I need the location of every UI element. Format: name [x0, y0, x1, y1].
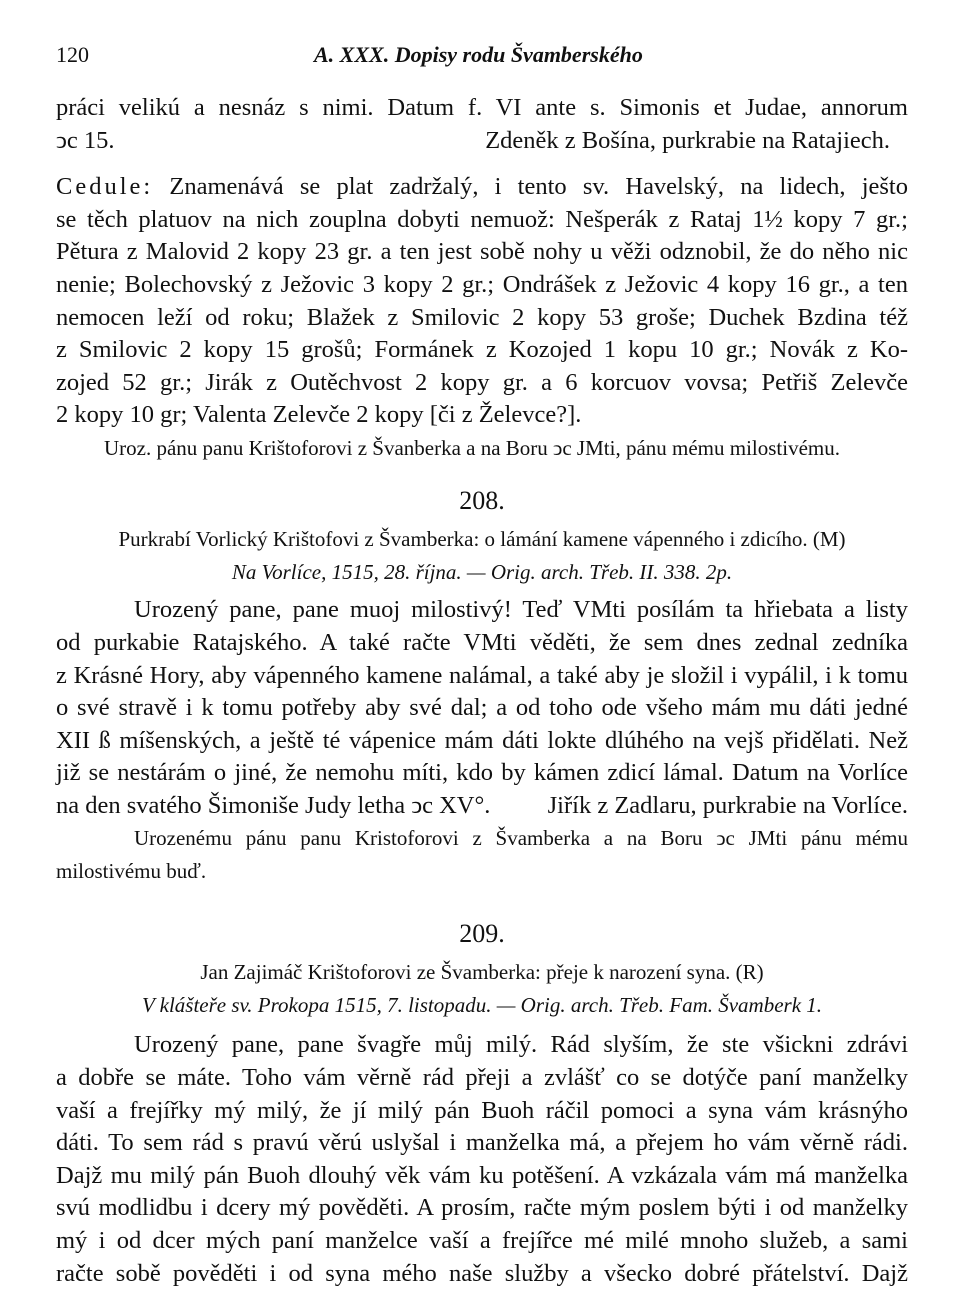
address-line: milostivému buď.	[56, 859, 207, 884]
document-source: Na Vorlíce, 1515, 28. října. — Orig. arch. Třeb. II. 338. 2p.	[231, 559, 733, 584]
document-number: 209.	[459, 918, 505, 948]
page-number: 120	[56, 42, 89, 67]
text-line: zojed 52 gr.; Jirák z Outěchvost 2 kopy gr. a 6 korcuov vovsa; Petřiš Zelevče	[56, 368, 908, 396]
address-line: Uroz. pánu panu Krištoforovi z Švanberka a na Boru ↄc JMti, pánu mému milostivému.	[104, 435, 841, 460]
text-line: Pětura z Malovid 2 kopy 23 gr. a ten jest sobě nohy u věži odznobil, že do něho nic	[56, 238, 908, 266]
text-line: z Smilovic 2 kopy 15 grošů; Formánek z Kozojed 1 kopu 10 gr.; Novák z Ko-	[56, 336, 908, 364]
text-line: XII ß míšenských, a ještě té vápenice mám dáti lokte dlúhého na vejš přidělati. Než	[56, 726, 908, 754]
text-line: již se nestárám o jiné, že nemohu míti, kdo by kámen zdicí lámal. Datum na Vorlíce	[56, 759, 908, 787]
text-line-with-signature	[56, 125, 908, 158]
signature: Zdeněk z Bošína, purkrabie na Ratajiech.	[485, 126, 890, 154]
text-line: dáti. To sem rád s pravú věrú uslyšal i manželka má, a přejem ho vám věrně rádi.	[56, 1129, 908, 1157]
text-line: o své stravě i k tomu potřeby aby své dal; a od toho ode všeho mám mu dáti jedné	[56, 694, 908, 722]
text-line: nemocen leží od roku; Blažek z Smilovic 2 kopy 53 groše; Duchek Bzdina též	[56, 303, 908, 331]
text-line: račte sobě pověděti i od syna mého naše služby a všecko dobré přátelství. Dajž	[56, 1259, 908, 1287]
text-line-with-signature	[56, 790, 908, 823]
text-line: mý i od dcer mých paní manželce vaší a frejířce mé milé mnoho služeb, a sami	[56, 1227, 908, 1254]
date-line: na den svatého Šimoniše Judy letha ↄc XV°.	[56, 791, 491, 819]
page-header	[56, 42, 904, 74]
text-line: Urozený pane, pane švagře můj milý. Rád slyším, že ste všickni zdrávi	[134, 1031, 908, 1059]
date-fragment: ↄc 15.	[56, 126, 115, 154]
text-line: od purkabie Ratajského. A také račte VMti věděti, že sem dnes zednal zedníka	[56, 628, 908, 656]
document-summary: Purkrabí Vorlický Krištofovi z Švamberka: o lámání kamene vápenného i zdicího. (M)	[118, 527, 846, 552]
text-line: 2 kopy 10 gr; Valenta Zelevče 2 kopy [či z Želevce?].	[56, 401, 582, 429]
cedule-text: Znamenává se plat zadržalý, i tento sv. Havelský, na lidech, ješto	[153, 173, 908, 201]
cedule-label: Cedule:	[56, 173, 154, 201]
running-title: A. XXX. Dopisy rodu Švamberského	[314, 42, 643, 67]
text-line: a dobře se máte. Toho vám věrně rád přeji a zvlášť co se dotýče paní manželky	[56, 1064, 908, 1092]
cedule-line	[56, 171, 908, 204]
document-number: 208.	[459, 485, 505, 515]
text-line: svú modlidbu i dcery mý pověděti. A prosím, račte mým poslem býti i od manželky	[56, 1194, 908, 1222]
text-line: vaší a frejířky mý milý, že jí milý pán Buoh ráčil pomoci a syna vám krásnýho	[56, 1096, 908, 1124]
page-body	[56, 92, 908, 1290]
signature: Jiřík z Zadlaru, purkrabie na Vorlíce.	[547, 791, 908, 819]
document-summary: Jan Zajimáč Krištoforovi ze Švamberka: přeje k narození syna. (R)	[200, 960, 764, 985]
text-line: nenie; Bolechovský z Ježovic 3 kopy 2 gr.; Ondrášek z Ježovic 4 kopy 16 gr., a ten	[56, 270, 908, 298]
text-line: z Krásné Hory, aby vápenného kamene nalámal, a také aby je složil i vypálil, i k tomu	[56, 661, 908, 689]
text-line: se těch platuov na nich zouplna dobyti nemuož: Nešperák z Rataj 1½ kopy 7 gr.;	[56, 205, 908, 233]
text-line: Urozený pane, pane muoj milostivý! Teď VMti posílám ta hřiebata a listy	[134, 596, 908, 624]
address-line: Urozenému pánu panu Kristoforovi z Švamberka a na Boru ↄc JMti pánu mému	[134, 826, 908, 851]
text-line: Dajž mu milý pán Buoh dlouhý věk vám ku potěšení. A vzkázala vám má manželka	[56, 1161, 908, 1189]
document-source: V klášteře sv. Prokopa 1515, 7. listopadu. — Orig. arch. Třeb. Fam. Švamberk 1.	[141, 992, 823, 1017]
text-line: práci velikú a nesnáz s nimi. Datum f. VI ante s. Simonis et Judae, annorum	[56, 94, 908, 121]
